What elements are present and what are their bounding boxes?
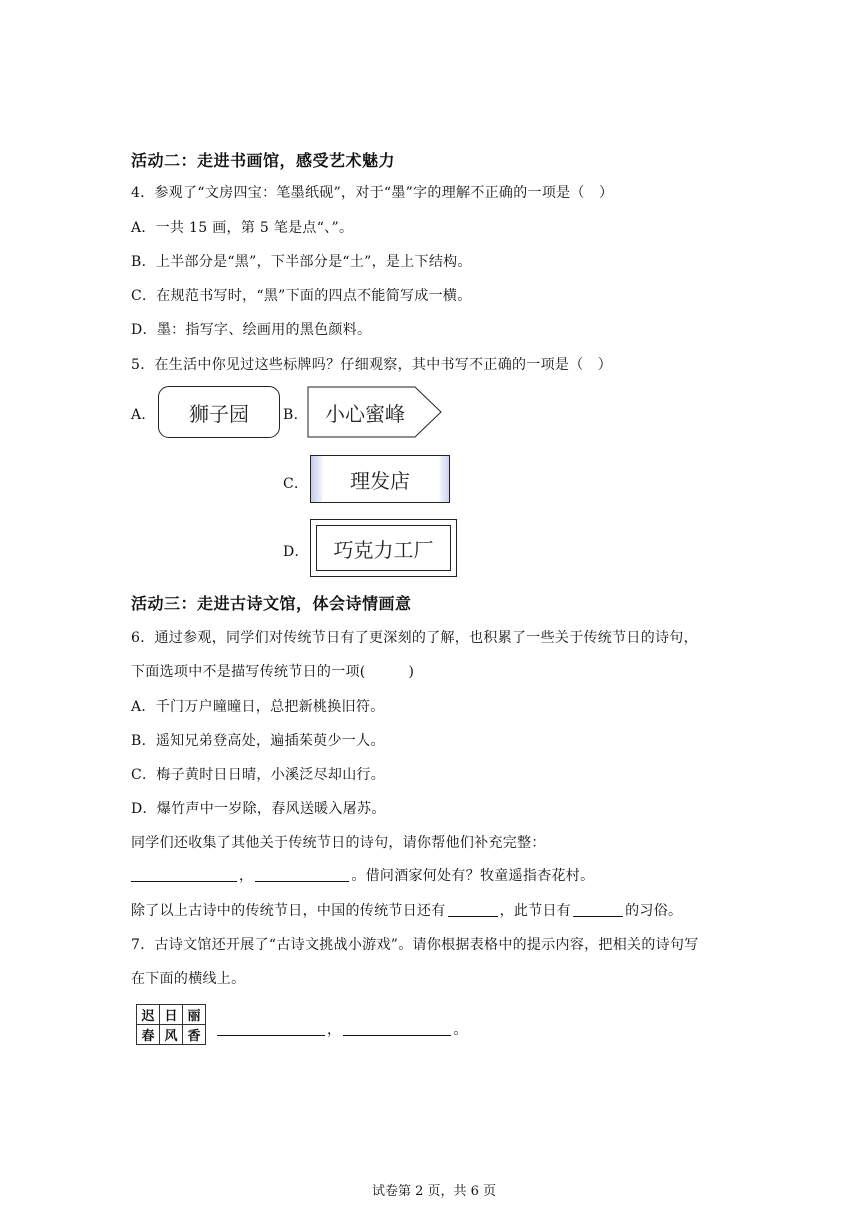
activity2-heading: 活动二：走进书画馆，感受艺术魅力: [131, 151, 396, 170]
q4-option-d: D．墨：指写字、绘画用的黑色颜料。: [131, 322, 372, 338]
page-footer: 试卷第 2 页，共 6 页: [371, 1184, 497, 1199]
q7-blank-2[interactable]: [343, 1021, 451, 1036]
q6-festival-part1: 除了以上古诗中的传统节日，中国的传统节日还有: [131, 903, 446, 919]
q7-grid-row: [137, 1005, 206, 1025]
q7-blank-1[interactable]: [217, 1021, 325, 1036]
q7-grid-row: [137, 1025, 206, 1045]
q6-option-d: D．爆竹声中一岁除，春风送暖入屠苏。: [131, 801, 386, 817]
q6-blank-2[interactable]: [255, 867, 349, 882]
activity3-heading: 活动三：走进古诗文馆，体会诗情画意: [131, 594, 412, 613]
q4-option-b: B．上半部分是“黑”，下半部分是“土”，是上下结构。: [131, 254, 472, 270]
q6-blank-1[interactable]: [131, 867, 237, 882]
q5-sign-d: [310, 519, 457, 577]
q5-sign-d-letter: D．: [283, 544, 309, 560]
q5-sign-a: [158, 386, 280, 438]
q6-option-b: B．遥知兄弟登高处，遍插茱萸少一人。: [131, 733, 385, 749]
q6-festival-line: [131, 900, 682, 920]
q5-sign-d-inner-frame: [316, 525, 451, 571]
q6-collect-line: 同学们还收集了其他关于传统节日的诗句，请你帮他们补充完整：: [131, 835, 546, 851]
q6-option-a: A．千门万户曈曈日，总把新桃换旧符。: [131, 699, 385, 715]
q5-sign-c: [310, 455, 450, 503]
q6-option-c: C．梅子黄时日日晴，小溪泛尽却山行。: [131, 767, 386, 783]
q5-sign-b-text: 小心蜜峰: [325, 401, 405, 426]
q5-sign-b: [307, 386, 423, 438]
q4-stem: 4．参观了“文房四宝：笔墨纸砚”，对于“墨”字的理解不正确的一项是（ ）: [131, 185, 614, 201]
q7-answer-line: [217, 1019, 468, 1039]
q6-fill-comma: ，: [239, 868, 254, 884]
q7-stem-line2: 在下面的横线上。: [131, 971, 246, 987]
q5-sign-a-letter: A．: [131, 407, 156, 423]
q4-option-a: A．一共 15 画，第 5 笔是点“、”。: [131, 220, 354, 236]
q6-fill-rest: 。借问酒家何处有？牧童遥指杏花村。: [351, 868, 595, 884]
q7-period: 。: [453, 1022, 468, 1038]
q6-blank-festival[interactable]: [448, 902, 498, 917]
q6-blank-custom[interactable]: [573, 902, 623, 917]
q6-fill-line: [131, 865, 594, 885]
q4-option-c: C．在规范书写时，“黑”下面的四点不能简写成一横。: [131, 288, 472, 304]
q5-stem: 5．在生活中你见过这些标牌吗？仔细观察，其中书写不正确的一项是（ ）: [131, 357, 613, 373]
q7-comma: ，: [327, 1022, 342, 1038]
q6-stem-line1: 6．通过参观，同学们对传统节日有了更深刻的了解，也积累了一些关于传统节日的诗句，: [131, 630, 698, 646]
q7-grid-cell: 风: [160, 1025, 183, 1045]
q5-sign-a-text: 狮子园: [189, 401, 249, 426]
q6-festival-part2: ，此节日有: [499, 903, 572, 919]
q7-grid-cell: 日: [160, 1005, 183, 1025]
q5-sign-c-letter: C．: [283, 476, 309, 492]
q5-sign-c-text: 理发店: [350, 468, 410, 493]
q7-grid-cell: 春: [137, 1025, 160, 1045]
q6-festival-part3: 的习俗。: [625, 903, 683, 919]
q5-sign-b-letter: B．: [283, 407, 308, 423]
q7-grid-cell: 香: [183, 1025, 206, 1045]
q5-sign-d-text: 巧克力工厂: [333, 537, 434, 562]
q7-stem-line1: 7．古诗文馆还开展了“古诗文挑战小游戏”。请你根据表格中的提示内容，把相关的诗句写: [131, 937, 699, 953]
q6-stem-line2: 下面选项中不是描写传统节日的一项( ): [131, 664, 415, 680]
q7-poem-grid: [136, 1004, 206, 1045]
q7-grid-cell: 迟: [137, 1005, 160, 1025]
q7-grid-cell: 丽: [183, 1005, 206, 1025]
